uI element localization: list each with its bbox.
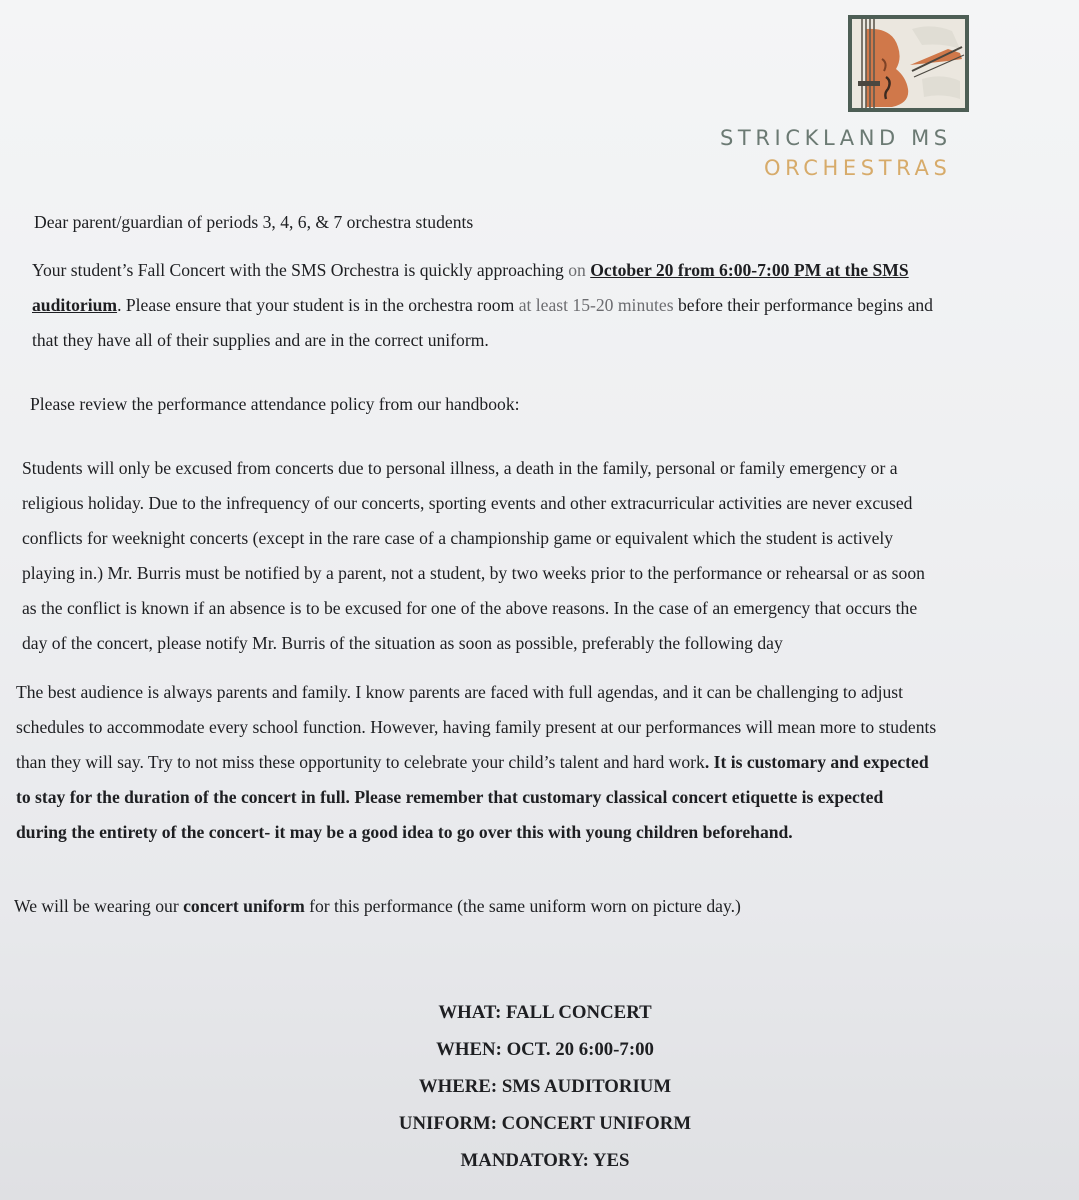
policy-line: religious holiday. Due to the infrequency of our concerts, sporting events and other extracurricular activities are never excused — [22, 493, 913, 513]
policy-line: playing in.) Mr. Burris must be notified by a parent, not a student, by two weeks prior to the performance or rehearsal or as soon — [22, 563, 925, 583]
intro-text: before their performance begins and — [673, 295, 933, 315]
concert-details — [310, 994, 780, 1179]
detail-when: WHEN: OCT. 20 6:00-7:00 — [436, 1039, 654, 1060]
attendance-policy-paragraph — [22, 451, 925, 661]
audience-text: than they will say. Try to not miss these opportunity to celebrate your child’s talent and hard work — [16, 752, 705, 772]
audience-line — [16, 745, 936, 780]
policy-line: Students will only be excused from concerts due to personal illness, a death in the family, personal or family emergency or a — [22, 458, 898, 478]
uniform-text: We will be wearing our — [14, 896, 184, 916]
uniform-emphasis: concert uniform — [183, 896, 305, 916]
policy-line: conflicts for weeknight concerts (except in the rare case of a championship game or equivalent which the student is actively — [22, 528, 894, 548]
intro-paragraph — [32, 253, 933, 358]
violin-icon — [852, 19, 965, 108]
uniform-text: for this performance (the same uniform worn on picture day.) — [304, 896, 741, 916]
review-policy-line: Please review the performance attendance policy from our handbook: — [30, 394, 520, 414]
intro-text: Your student’s Fall Concert with the SMS Orchestra is quickly approaching — [32, 260, 569, 280]
arrival-time: at least 15-20 minutes — [518, 295, 674, 315]
logo-title: STRICKLAND MS — [720, 126, 952, 150]
detail-where: WHERE: SMS AUDITORIUM — [418, 1076, 672, 1097]
audience-line — [16, 780, 936, 815]
audience-line: The best audience is always parents and family. I know parents are faced with full agendas, and it can be challenging to adjust — [16, 682, 904, 702]
audience-line: schedules to accommodate every school function. However, having family present at our performances will mean more to students — [16, 717, 937, 737]
policy-line: as the conflict is known if an absence is to be excused for one of the above reasons. In the case of an emergency that occurs the — [22, 598, 918, 618]
policy-line: day of the concert, please notify Mr. Burris of the situation as soon as possible, preferably the following day — [22, 633, 783, 653]
audience-paragraph — [16, 675, 936, 850]
detail-mandatory: MANDATORY: YES — [460, 1150, 630, 1171]
detail-uniform: UNIFORM: CONCERT UNIFORM — [398, 1113, 692, 1134]
audience-line — [16, 815, 936, 850]
intro-line-2 — [32, 288, 933, 323]
audience-emphasis: . It is customary and expected — [704, 752, 929, 772]
audience-emphasis: during the entirety of the concert- it may be a good idea to go over this with young children beforehand. — [16, 822, 793, 842]
audience-emphasis: to stay for the duration of the concert in full. Please remember that customary classical concert etiquette is expected — [16, 787, 884, 807]
orchestra-logo — [848, 15, 969, 112]
concert-location: auditorium — [32, 295, 118, 315]
logo-subtitle: ORCHESTRAS — [764, 156, 952, 180]
intro-text: . Please ensure that your student is in the orchestra room — [117, 295, 519, 315]
intro-line-3: that they have all of their supplies and are in the correct uniform. — [32, 330, 489, 350]
detail-what: WHAT: FALL CONCERT — [438, 1002, 652, 1023]
concert-date-time: October 20 from 6:00-7:00 PM at the SMS — [590, 260, 909, 280]
intro-line-1 — [32, 253, 933, 288]
intro-text-faded: on — [568, 260, 591, 280]
greeting-line: Dear parent/guardian of periods 3, 4, 6, & 7 orchestra students — [34, 212, 474, 232]
uniform-line — [14, 889, 741, 924]
